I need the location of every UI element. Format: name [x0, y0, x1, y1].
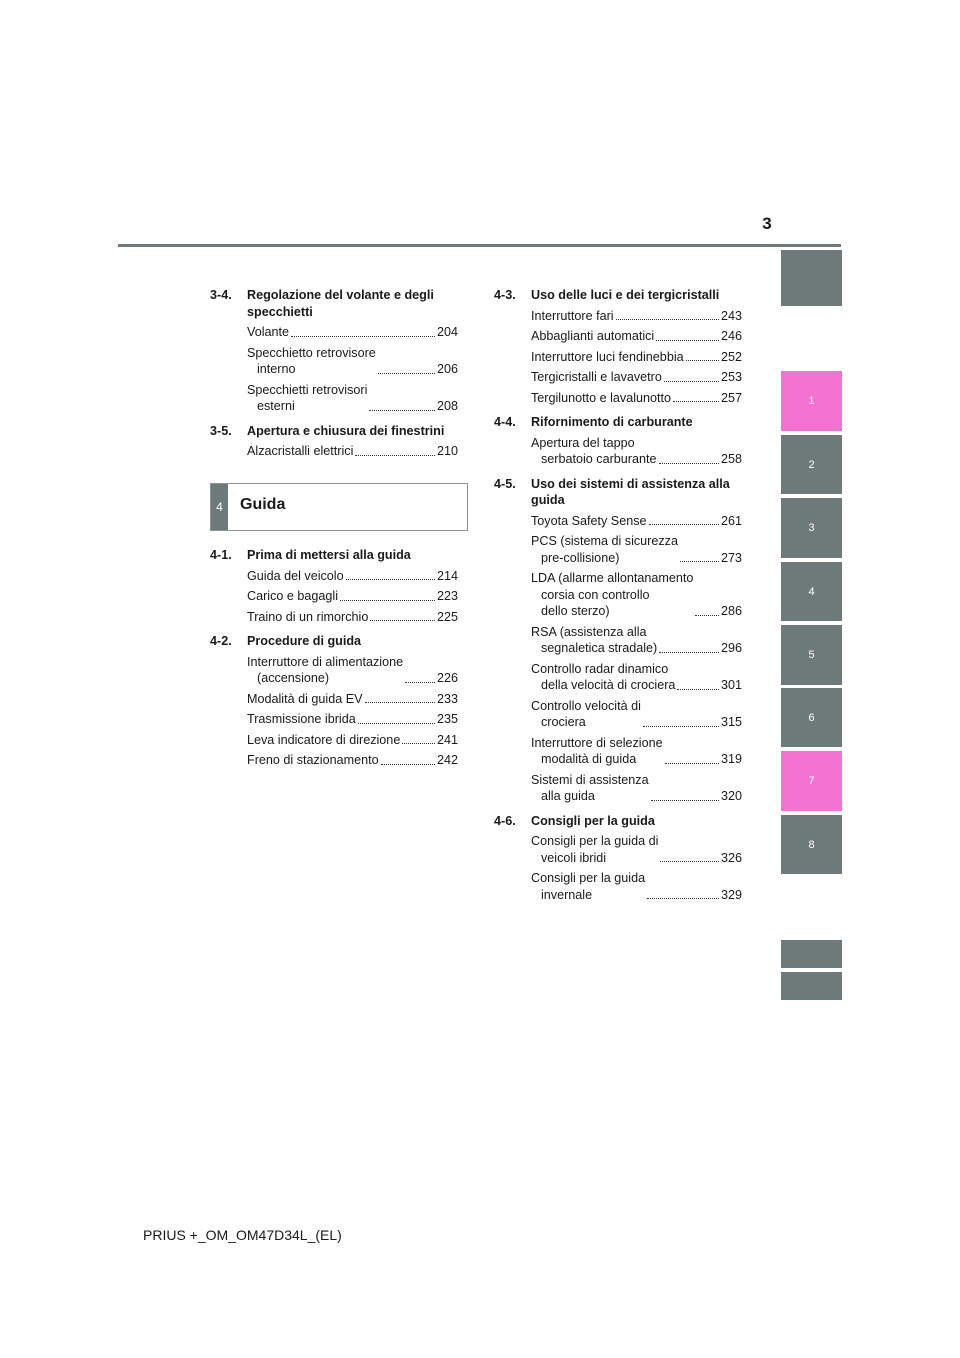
footer-code: PRIUS +_OM_OM47D34L_(EL)	[143, 1227, 342, 1243]
entry-label	[531, 772, 649, 805]
dot-leader	[659, 463, 719, 464]
entry-label-line: LDA (allarme allontanamento	[531, 571, 694, 585]
section-title: Apertura e chiusura dei finestrini	[247, 423, 445, 438]
toc-entry[interactable]	[531, 390, 742, 407]
entry-page: 208	[436, 399, 458, 413]
entry-label-line: Carico e bagagli	[247, 589, 339, 603]
section-title: Uso dei sistemi di assistenza alla guida	[531, 476, 730, 507]
entry-label	[531, 390, 671, 407]
dot-leader	[677, 689, 719, 690]
entry-label	[531, 698, 641, 731]
entry-label-line: Sistemi di assistenza	[531, 772, 649, 787]
page-number: 3	[762, 214, 772, 233]
toc-section	[494, 414, 742, 431]
dot-leader	[664, 381, 719, 382]
entry-label-line: Specchietto retrovisore	[247, 345, 376, 360]
toc-entry[interactable]	[531, 369, 742, 386]
toc-entry[interactable]	[247, 691, 458, 708]
entry-label	[531, 369, 662, 386]
chapter-tab-7[interactable]: 7	[781, 751, 842, 811]
entry-label-line: modalità di guida	[541, 752, 637, 766]
toc-entry[interactable]	[247, 654, 458, 687]
dot-leader	[340, 600, 435, 601]
section-number: 4-3.	[494, 288, 516, 302]
entry-label-line: veicoli ibridi	[541, 850, 607, 865]
chapter-tab-8[interactable]: 8	[781, 815, 842, 874]
entry-label-line: dello sterzo)	[541, 604, 610, 618]
toc-entry[interactable]	[531, 698, 742, 731]
entry-label	[531, 513, 647, 530]
toc-entry[interactable]	[531, 308, 742, 325]
toc-section	[494, 476, 742, 509]
dot-leader	[680, 561, 719, 562]
entry-page: 273	[720, 550, 742, 565]
toc-column-left-lower	[210, 547, 458, 777]
toc-entry[interactable]	[531, 661, 742, 694]
entry-page: 301	[720, 678, 742, 692]
toc-column-right	[494, 287, 742, 911]
toc-entry[interactable]	[247, 568, 458, 585]
entry-page: 246	[720, 329, 742, 343]
entry-page: 225	[436, 609, 458, 624]
entry-page: 204	[436, 325, 458, 339]
entry-page: 242	[436, 753, 458, 767]
entry-label-line: Apertura del tappo	[531, 435, 635, 450]
entry-label-line: RSA (assistenza alla	[531, 624, 647, 639]
entry-label-line: interno	[257, 362, 296, 376]
dot-leader	[369, 410, 435, 411]
toc-section	[494, 287, 742, 304]
entry-page: 206	[436, 362, 458, 376]
entry-label-line: Interruttore di selezione	[531, 735, 663, 750]
dot-leader	[378, 373, 435, 374]
chapter-tab-blank[interactable]	[781, 972, 842, 1000]
entry-label-line: Modalità di guida EV	[247, 691, 363, 706]
entry-label	[247, 324, 289, 341]
section-number: 3-4.	[210, 288, 232, 302]
entry-label-line: Controllo velocità di	[531, 698, 641, 713]
entry-label-line: Interruttore di alimentazione	[247, 654, 404, 669]
chapter-tab-6[interactable]: 6	[781, 688, 842, 747]
entry-label-line: segnaletica stradale)	[541, 641, 658, 655]
toc-section	[210, 423, 458, 440]
toc-entry[interactable]	[531, 513, 742, 530]
entry-label-line: Alzacristalli elettrici	[247, 444, 354, 458]
entry-label	[531, 735, 663, 768]
entry-page: 243	[720, 308, 742, 323]
toc-section	[210, 633, 458, 650]
chapter-tab-blank[interactable]	[781, 940, 842, 968]
chapter-tab-3[interactable]: 3	[781, 498, 842, 558]
section-number: 3-5.	[210, 423, 232, 438]
entry-page: 214	[436, 568, 458, 583]
toc-entry[interactable]	[247, 345, 458, 378]
entry-label-line: Interruttore luci fendinebbia	[531, 349, 684, 364]
entry-label-line: Abbaglianti automatici	[531, 329, 655, 343]
toc-entry[interactable]	[247, 443, 458, 460]
dot-leader	[291, 336, 435, 337]
entry-label-line: Freno di stazionamento	[247, 753, 379, 767]
toc-column-left	[210, 287, 458, 468]
chapter-header	[210, 483, 468, 531]
toc-entry[interactable]	[531, 435, 742, 468]
entry-page: 241	[436, 732, 458, 747]
entry-label	[531, 328, 654, 345]
entry-label-line: Guida del veicolo	[247, 568, 344, 583]
toc-entry[interactable]	[247, 382, 458, 415]
entry-label-line: esterni	[257, 399, 295, 413]
section-number: 4-2.	[210, 634, 232, 648]
entry-label-line: Tergicristalli e lavavetro	[531, 370, 662, 384]
chapter-tab-4[interactable]: 4	[781, 562, 842, 621]
entry-page: 253	[720, 370, 742, 384]
toc-entry[interactable]	[247, 609, 458, 626]
entry-label-line: invernale	[541, 887, 593, 902]
dot-leader	[616, 319, 719, 320]
dot-leader	[695, 615, 719, 616]
dot-leader	[355, 455, 435, 456]
entry-label-line: Traino di un rimorchio	[247, 609, 369, 624]
entry-label-line: Consigli per la guida	[531, 871, 646, 885]
section-number: 4-5.	[494, 476, 516, 491]
entry-label-line: crociera	[541, 715, 586, 729]
toc-entry[interactable]	[531, 735, 742, 768]
entry-label	[531, 570, 693, 620]
dot-leader	[370, 620, 435, 621]
section-title: Rifornimento di carburante	[531, 415, 693, 429]
toc-entry[interactable]	[531, 870, 742, 903]
dot-leader	[346, 579, 435, 580]
dot-leader	[402, 743, 435, 744]
toc-entry[interactable]	[531, 772, 742, 805]
section-number: 4-6.	[494, 813, 516, 828]
section-title: Prima di mettersi alla guida	[247, 548, 411, 562]
entry-label	[247, 382, 367, 415]
toc-entry[interactable]	[247, 588, 458, 605]
entry-label	[531, 624, 657, 657]
entry-label	[531, 661, 675, 694]
dot-leader	[358, 723, 435, 724]
entry-page: 226	[436, 671, 458, 685]
toc-entry[interactable]	[247, 324, 458, 341]
entry-label	[531, 870, 645, 903]
entry-label	[531, 349, 684, 366]
entry-label-line: serbatoio carburante	[541, 452, 657, 466]
entry-label-line: (accensione)	[257, 671, 330, 685]
dot-leader	[660, 861, 719, 862]
entry-label	[247, 732, 400, 749]
chapter-tab-2[interactable]: 2	[781, 435, 842, 494]
toc-entry[interactable]	[531, 533, 742, 566]
section-title: Procedure di guida	[247, 634, 362, 648]
entry-page: 261	[720, 513, 742, 528]
dot-leader	[651, 800, 719, 801]
entry-page: 257	[720, 390, 742, 405]
dot-leader	[649, 524, 719, 525]
entry-page: 315	[720, 715, 742, 729]
section-number: 4-4.	[494, 415, 516, 429]
entry-label-line: Specchietti retrovisori	[247, 382, 368, 397]
toc-entry[interactable]	[531, 328, 742, 345]
toc-entry[interactable]	[531, 624, 742, 657]
chapter-number: 4	[211, 484, 228, 530]
entry-page: 319	[720, 752, 742, 766]
entry-label	[531, 308, 614, 325]
section-title: Regolazione del volante e degli specchietti	[247, 288, 434, 319]
entry-label	[247, 654, 403, 687]
entry-page: 252	[720, 349, 742, 364]
section-number: 4-1.	[210, 548, 232, 562]
entry-page: 223	[436, 589, 458, 603]
entry-label-line: Interruttore fari	[531, 308, 614, 323]
dot-leader	[656, 340, 719, 341]
entry-label	[247, 588, 338, 605]
chapter-title: Guida	[240, 496, 286, 513]
entry-label	[247, 443, 353, 460]
toc-entry[interactable]	[531, 833, 742, 866]
entry-page: 320	[720, 789, 742, 803]
dot-leader	[647, 898, 719, 899]
entry-label-line: Volante	[247, 325, 290, 339]
entry-label-line: Consigli per la guida di	[531, 834, 659, 848]
toc-entry[interactable]	[247, 732, 458, 749]
chapter-tab-blank[interactable]	[781, 250, 842, 306]
entry-label-line: Leva indicatore di direzione	[247, 732, 401, 747]
toc-entry[interactable]	[247, 752, 458, 769]
entry-label-line: Toyota Safety Sense	[531, 513, 647, 528]
section-title: Uso delle luci e dei tergicristalli	[531, 288, 720, 302]
entry-label	[247, 711, 356, 728]
chapter-tab-1[interactable]: 1	[781, 371, 842, 431]
entry-label-line: Trasmissione ibrida	[247, 712, 356, 726]
entry-label	[247, 752, 379, 769]
entry-label-line: della velocità di crociera	[541, 678, 676, 692]
entry-page: 329	[720, 887, 742, 902]
entry-label	[531, 533, 678, 566]
toc-entry[interactable]	[247, 711, 458, 728]
dot-leader	[405, 682, 435, 683]
entry-page: 258	[720, 452, 742, 466]
entry-label	[247, 609, 368, 626]
toc-entry[interactable]	[531, 349, 742, 366]
dot-leader	[643, 726, 719, 727]
dot-leader	[673, 401, 719, 402]
entry-page: 210	[436, 444, 458, 458]
entry-label	[531, 833, 658, 866]
dot-leader	[365, 702, 435, 703]
dot-leader	[381, 764, 435, 765]
toc-section	[494, 813, 742, 830]
toc-section	[210, 547, 458, 564]
entry-page: 296	[720, 641, 742, 655]
section-title: Consigli per la guida	[531, 813, 655, 828]
dot-leader	[686, 360, 719, 361]
entry-page: 326	[720, 850, 742, 865]
entry-label	[531, 435, 657, 468]
entry-label-line: pre-collisione)	[541, 550, 620, 565]
toc-entry[interactable]	[531, 570, 742, 620]
entry-label-line: corsia con controllo	[541, 587, 650, 602]
toc-section	[210, 287, 458, 320]
entry-label	[247, 345, 376, 378]
entry-label-line: Tergilunotto e lavalunotto	[531, 390, 672, 405]
entry-page: 235	[436, 712, 458, 726]
entry-label	[247, 568, 344, 585]
entry-label-line: PCS (sistema di sicurezza	[531, 534, 678, 548]
entry-label-line: Controllo radar dinamico	[531, 661, 669, 676]
entry-label-line: alla guida	[541, 789, 595, 803]
entry-page: 233	[436, 691, 458, 706]
dot-leader	[665, 763, 719, 764]
chapter-tab-5[interactable]: 5	[781, 625, 842, 685]
dot-leader	[659, 652, 719, 653]
entry-page: 286	[720, 604, 742, 618]
entry-label	[247, 691, 363, 708]
header-rule	[118, 244, 841, 247]
